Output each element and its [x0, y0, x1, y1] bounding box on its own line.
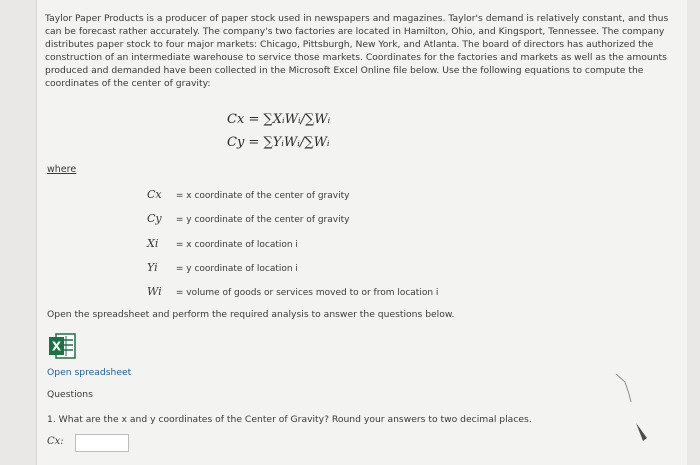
definition-text: = x coordinate of location i — [175, 240, 298, 250]
definition-wi — [147, 285, 438, 298]
excel-icon[interactable] — [47, 331, 77, 361]
definition-symbol: Xi — [147, 237, 159, 250]
definition-xi — [147, 237, 298, 250]
definition-symbol: Yi — [147, 261, 158, 274]
definition-text: = volume of goods or services moved to or from location i — [175, 288, 439, 298]
questions-label: Questions — [47, 389, 93, 400]
definition-symbol: Cy — [147, 212, 162, 225]
definition-text: = y coordinate of the center of gravity — [175, 215, 350, 225]
open-instructions: Open the spreadsheet and perform the required analysis to answer the questions below. — [47, 309, 455, 320]
answer-label-cx: Cx: — [47, 436, 64, 447]
definition-symbol: Wi — [147, 285, 162, 298]
where-label: where — [47, 164, 77, 175]
definition-cy — [147, 212, 349, 225]
shadow-mark-decoration — [633, 420, 653, 444]
question-1: 1. What are the x and y coordinates of the Center of Gravity? Round your answers to two decimal places. — [47, 414, 532, 425]
pen-mark-decoration — [611, 372, 641, 412]
formula-cy: Cy = ∑YᵢWᵢ/∑Wᵢ — [227, 135, 330, 150]
definition-text: = x coordinate of the center of gravity — [175, 191, 350, 201]
definition-cx — [147, 188, 349, 201]
definition-yi — [147, 261, 298, 274]
cx-answer-input[interactable] — [75, 434, 129, 452]
problem-intro: Taylor Paper Products is a producer of paper stock used in newspapers and magazines. Taylor's demand is relatively constant, and thus can be forecast rather accurately. The company's two factories are located in Hamilton, Ohio, and Kingsport, Tennessee. The company distributes paper stock to four major markets: Chicago, Pittsburgh, New York, and Atlanta. The board of directors has authorized the construction of an intermediate warehouse to service those markets. Coordinates for the factories and markets as well as the amounts produced and demanded have been collected in the Microsoft Excel Online file below. Use the following equations to compute the coordinates of the center of gravity: — [45, 13, 669, 89]
formula-cx: Cx = ∑XᵢWᵢ/∑Wᵢ — [227, 112, 331, 127]
content-panel — [36, 0, 687, 465]
definition-text: = y coordinate of location i — [175, 264, 298, 274]
open-spreadsheet-link[interactable]: Open spreadsheet — [47, 367, 132, 378]
svg-text:X: X — [51, 339, 62, 354]
definition-symbol: Cx — [147, 188, 162, 201]
